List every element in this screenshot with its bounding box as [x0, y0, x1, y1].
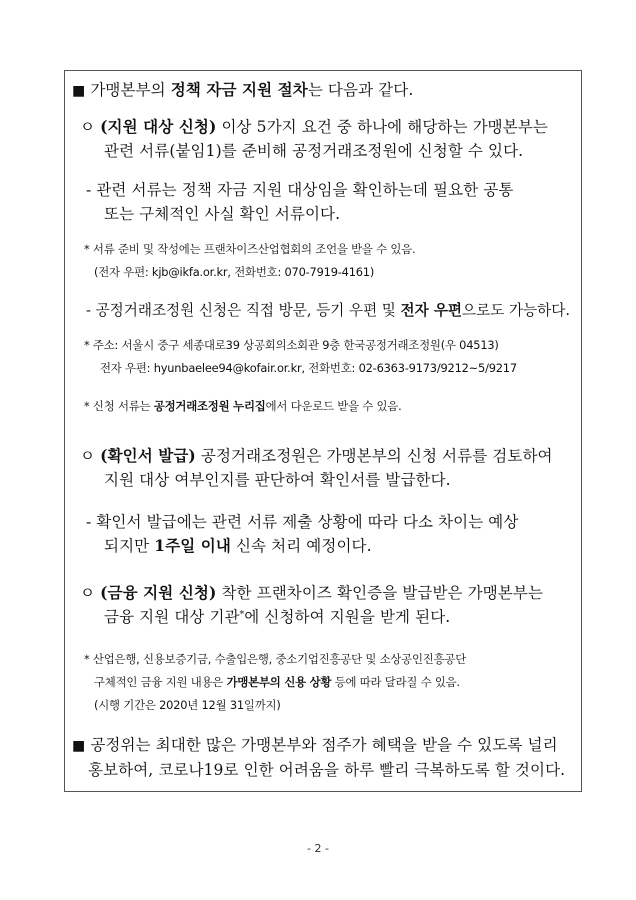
item-financial-line1: ㅇ (금융 지원 신청) 착한 프랜차이즈 확인증을 발급받은 가맹본부는 [80, 583, 544, 602]
dash-documents-line1: - 관련 서류는 정책 자금 지원 대상임을 확인하는데 필요한 공통 [86, 181, 514, 199]
circle-bullet-icon: ㅇ [80, 447, 101, 465]
closing-statement-line1: ■ 공정위는 최대한 많은 가맹본부와 점주가 혜택을 받을 수 있도록 널리 [72, 736, 558, 754]
note-institutions-line1: * 산업은행, 신용보증기금, 수출입은행, 중소기업진흥공단 및 소상공인진흥공단 [84, 652, 466, 666]
circle-bullet-icon: ㅇ [80, 118, 101, 136]
item-certificate-line1: ㅇ (확인서 발급) 공정거래조정원은 가맹본부의 신청 서류를 검토하여 [80, 446, 553, 465]
section-heading-procedure: ■ 가맹본부의 정책 자금 지원 절차는 다음과 같다. [72, 80, 414, 99]
dash-processing-line1: - 확인서 발급에는 관련 서류 제출 상황에 따라 다소 차이는 예상 [86, 513, 519, 531]
item-application-line2: 관련 서류(붙임1)를 준비해 공정거래조정원에 신청할 수 있다. [104, 142, 524, 160]
item-financial-line2: 금융 지원 대상 기관*에 신청하여 지원을 받게 된다. [104, 608, 451, 626]
note-download: * 신청 서류는 공정거래조정원 누리집에서 다운로드 받을 수 있음. [84, 399, 402, 413]
note-address-line2: 전자 우편: hyunbaelee94@kofair.or.kr, 전화번호: 02-6363-9173/9212~5/9217 [100, 361, 517, 375]
dash-processing-line2: 되지만 1주일 이내 신속 처리 예정이다. [104, 536, 372, 555]
note-institutions-line3: (시행 기간은 2020년 12월 31일까지) [94, 698, 281, 712]
note-association-line1: * 서류 준비 및 작성에는 프랜차이즈산업협회의 조언을 받을 수 있음. [84, 242, 416, 256]
note-association-line2: (전자 우편: kjb@ikfa.or.kr, 전화번호: 070-7919-4161) [94, 265, 375, 279]
closing-statement-line2: 홍보하여, 코로나19로 인한 어려움을 하루 빨리 극복하도록 할 것이다. [88, 761, 566, 779]
item-application-line1: ㅇ (지원 대상 신청) 이상 5가지 요건 중 하나에 해당하는 가맹본부는 [80, 117, 548, 136]
dash-submission-methods: - 공정거래조정원 신청은 직접 방문, 등기 우편 및 전자 우편으로도 가능하다. [86, 302, 570, 319]
square-bullet-icon: ■ [72, 738, 86, 754]
page-number: - 2 - [307, 842, 329, 855]
circle-bullet-icon: ㅇ [80, 584, 101, 602]
square-bullet-icon: ■ [72, 83, 86, 99]
dash-documents-line2: 또는 구체적인 사실 확인 서류이다. [104, 205, 341, 223]
note-address-line1: * 주소: 서울시 중구 세종대로39 상공회의소회관 9층 한국공정거래조정원(우 04513) [84, 338, 499, 352]
item-certificate-line2: 지원 대상 여부인지를 판단하여 확인서를 발급한다. [104, 471, 451, 489]
note-institutions-line2: 구체적인 금융 지원 내용은 가맹본부의 신용 상황 등에 따라 달라질 수 있음. [94, 675, 460, 689]
